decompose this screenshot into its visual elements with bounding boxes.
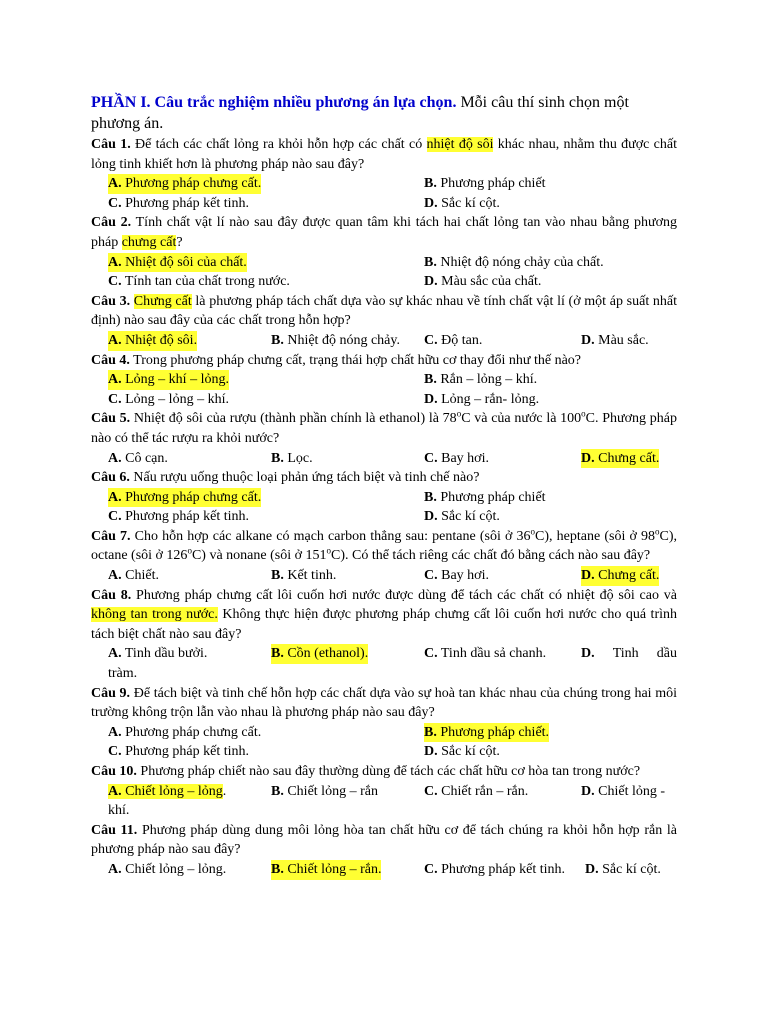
question-text: là phương pháp tách chất dựa vào sự khác nhau về tính chất vật lí (ở một áp suất nhất định) nào sau đây của các chất trong hỗn hợp? <box>91 293 677 329</box>
option-d[interactable] <box>581 644 677 664</box>
option-a[interactable] <box>108 488 261 508</box>
question-label: Câu 1. <box>91 137 131 152</box>
question-9 <box>91 684 677 723</box>
option-d[interactable] <box>424 390 539 410</box>
option-text: Lỏng – lỏng – khí. <box>121 391 229 407</box>
option-text: Chiết lỏng - <box>594 783 666 799</box>
option-text: Tinh <box>612 646 639 662</box>
question-text: Nấu rượu uống thuộc loại phản ứng tách biệt và tinh chế nào? <box>129 470 480 486</box>
option-letter: C. <box>108 509 122 525</box>
option-text: Chưng cất. <box>594 450 660 466</box>
question-text: Để tách biệt và tinh chế hỗn hợp các chất dựa vào sự hoà tan khác nhau của chúng trong hai môi trường không trộn lẫn vào nhau là phương pháp nào sau đây? <box>91 685 677 721</box>
option-text: Bay hơi. <box>437 568 489 584</box>
option-text: Độ tan. <box>437 332 483 348</box>
option-letter: B. <box>424 254 437 270</box>
option-letter: D. <box>424 509 438 525</box>
option-b[interactable] <box>271 644 368 664</box>
option-b[interactable] <box>271 449 313 469</box>
option-c[interactable] <box>424 860 565 880</box>
option-text: Phương pháp kết tinh. <box>121 195 249 211</box>
option-c[interactable] <box>424 449 489 469</box>
section-instruction: Mỗi câu thí sinh chọn một phương án. <box>91 94 629 132</box>
option-d[interactable] <box>585 860 661 880</box>
highlighted-term: Chưng cất <box>133 293 192 309</box>
option-b[interactable] <box>271 566 336 586</box>
option-letter: B. <box>424 176 437 192</box>
option-a[interactable] <box>108 782 226 802</box>
option-letter: D. <box>581 568 595 584</box>
highlighted-term: không tan trong nước. <box>91 607 218 623</box>
options-row <box>91 644 677 664</box>
option-text: Sắc kí cột. <box>598 861 661 877</box>
option-a[interactable] <box>108 174 261 194</box>
option-text: Phương pháp kết tinh. <box>121 744 249 760</box>
option-text: Sắc kí cột. <box>437 509 500 525</box>
option-text: Phương pháp kết tinh. <box>121 509 249 525</box>
option-text: Chiết lỏng – lỏng. <box>121 861 227 877</box>
highlighted-term: nhiệt độ sôi <box>426 137 494 152</box>
option-a[interactable] <box>108 644 207 664</box>
options-row <box>91 331 677 351</box>
option-d[interactable] <box>424 742 500 762</box>
option-a[interactable] <box>108 253 247 273</box>
option-b[interactable] <box>424 174 546 194</box>
option-letter: D. <box>581 332 595 348</box>
question-label: Câu 8. <box>91 587 132 603</box>
option-letter: D. <box>581 646 595 662</box>
option-text: Nhiệt độ sôi của chất. <box>121 254 247 270</box>
option-letter: C. <box>424 783 438 799</box>
question-text: Không thực hiện được phương pháp chưng cất lôi cuốn hơi nước cho quá trình tách biệt chất nào sau đây? <box>91 607 677 642</box>
option-text: Phương pháp chiết <box>436 176 546 192</box>
question-11 <box>91 821 677 860</box>
option-b[interactable] <box>424 370 537 390</box>
option-letter: B. <box>271 332 284 348</box>
option-letter: D. <box>585 861 599 877</box>
option-text: Chiết lỏng – lỏng <box>121 783 223 799</box>
option-text: Rắn – lỏng – khí. <box>436 372 538 388</box>
option-letter: D. <box>424 744 438 760</box>
question-3 <box>91 292 677 331</box>
question-5 <box>91 409 677 448</box>
question-label: Câu 4. <box>91 352 130 368</box>
highlighted-term: chưng cất <box>121 234 177 250</box>
question-text: Phương pháp dùng dung môi lỏng hòa tan chất hữu cơ để tách chúng ra khỏi hỗn hợp rắn là phương pháp nào sau đây? <box>91 822 677 858</box>
option-letter: C. <box>424 861 438 877</box>
option-a[interactable] <box>108 370 229 390</box>
option-letter: D. <box>424 391 438 407</box>
question-label: Câu 7. <box>91 528 131 544</box>
options-row <box>91 272 677 292</box>
question-text: C và của nước là 100 <box>461 411 582 427</box>
question-label: Câu 5. <box>91 411 131 427</box>
option-d[interactable] <box>581 566 659 586</box>
question-text: khác nhau, nhằm thu được chất lỏng tinh khiết hơn là phương pháp nào sau đây? <box>91 137 677 172</box>
option-letter: D. <box>424 195 438 211</box>
question-7 <box>91 527 677 566</box>
option-letter: A. <box>108 372 122 388</box>
option-text: Bay hơi. <box>437 450 489 466</box>
question-label: Câu 6. <box>91 470 130 486</box>
question-text: Trong phương pháp chưng cất, trạng thái hợp chất hữu cơ thay đổi như thế nào? <box>129 352 581 368</box>
options-row <box>91 782 677 802</box>
option-letter: C. <box>424 646 438 662</box>
options-row <box>91 488 677 508</box>
option-letter: C. <box>424 568 438 584</box>
option-text: Lỏng – khí – lỏng. <box>121 372 229 388</box>
option-d-continuation: khí. <box>108 803 130 819</box>
option-b[interactable] <box>271 331 400 351</box>
question-text: C. Phương pháp nào có thể tác rượu ra khỏi nước? <box>91 411 677 446</box>
option-c[interactable] <box>108 272 290 292</box>
option-letter: A. <box>108 176 122 192</box>
option-letter: C. <box>108 274 122 290</box>
question-text: Tính chất vật lí nào sau đây được quan tâm khi tách hai chất lỏng tan vào nhau bằng phương pháp <box>91 215 677 250</box>
option-a[interactable] <box>108 449 168 469</box>
option-text: Tính tan của chất trong nước. <box>121 274 290 290</box>
option-letter: D. <box>424 274 438 290</box>
option-c[interactable] <box>424 331 482 351</box>
option-letter: B. <box>271 568 284 584</box>
option-letter: A. <box>108 861 122 877</box>
options-row <box>91 390 677 410</box>
option-text: Màu sắc. <box>594 332 649 348</box>
options-row <box>91 370 677 390</box>
option-text: Chưng cất. <box>594 568 660 584</box>
option-d[interactable] <box>424 194 500 214</box>
option-letter: B. <box>424 489 437 505</box>
option-letter: B. <box>271 646 284 662</box>
question-10 <box>91 762 677 782</box>
option-letter: A. <box>108 646 122 662</box>
option-text: Phương pháp chưng cất. <box>121 724 262 740</box>
option-text: Cô cạn. <box>121 450 168 466</box>
degree-sup: o <box>187 545 192 556</box>
option-letter: C. <box>108 744 122 760</box>
options-row <box>91 860 677 880</box>
question-label: Câu 10. <box>91 764 137 779</box>
option-d[interactable] <box>424 272 541 292</box>
option-c[interactable] <box>108 390 229 410</box>
question-label: Câu 2. <box>91 215 132 231</box>
option-letter: B. <box>271 861 284 877</box>
option-d[interactable] <box>581 331 649 351</box>
option-text: Tinh dầu sả chanh. <box>437 646 547 662</box>
option-a[interactable] <box>108 860 226 880</box>
option-c[interactable] <box>424 782 528 802</box>
option-b[interactable] <box>424 723 549 743</box>
option-letter: B. <box>424 372 437 388</box>
option-b[interactable] <box>424 488 546 508</box>
question-label: Câu 11. <box>91 822 138 838</box>
options-row <box>91 507 677 527</box>
option-d[interactable] <box>581 782 665 802</box>
question-label: Câu 9. <box>91 685 131 701</box>
option-text: Chiết. <box>121 568 159 584</box>
option-b[interactable] <box>271 782 378 802</box>
question-text: Phương pháp chiết nào sau đây thường dùng để tách các chất hữu cơ hòa tan trong nước? <box>136 764 641 779</box>
option-text: Nhiệt độ sôi. <box>121 332 198 348</box>
option-text: dầu <box>656 646 677 662</box>
option-text: Nhiệt độ nóng chảy của chất. <box>436 254 604 270</box>
option-a[interactable] <box>108 566 159 586</box>
option-letter: B. <box>271 450 284 466</box>
option-text: Tinh dầu bưởi. <box>121 646 208 662</box>
option-letter: A. <box>108 332 122 348</box>
options-row <box>91 174 677 194</box>
option-c[interactable] <box>108 507 249 527</box>
option-letter: A. <box>108 783 122 799</box>
question-2 <box>91 213 677 252</box>
option-letter: D. <box>581 783 595 799</box>
option-d-continuation: tràm. <box>108 666 138 682</box>
options-row <box>91 194 677 214</box>
option-a[interactable] <box>108 331 197 351</box>
question-text: C), heptane (sôi ở 98 <box>535 528 655 544</box>
option-letter: A. <box>108 489 122 505</box>
option-letter: A. <box>108 724 122 740</box>
option-text: Phương pháp chiết. <box>436 724 550 740</box>
option-letter: A. <box>108 254 122 270</box>
option-letter: B. <box>271 783 284 799</box>
option-letter: A. <box>108 568 122 584</box>
option-letter: D. <box>581 450 595 466</box>
option-letter: B. <box>424 724 437 740</box>
degree-sup: o <box>530 526 536 537</box>
section-title: PHẦN I. Câu trắc nghiệm nhiều phương án lựa chọn. <box>91 94 457 111</box>
question-text: ? <box>176 234 183 250</box>
option-text: Nhiệt độ nóng chảy. <box>283 332 400 348</box>
option-text: . <box>222 783 227 799</box>
question-8 <box>91 586 677 645</box>
options-row <box>91 449 677 469</box>
option-text: Phương pháp chưng cất. <box>121 489 262 505</box>
question-4 <box>91 351 677 371</box>
option-letter: C. <box>424 332 438 348</box>
option-c[interactable] <box>424 644 546 664</box>
question-text: Cho hỗn hợp các alkane có mạch carbon thẳng sau: pentane (sôi ở 36 <box>130 528 531 544</box>
degree-sup: o <box>581 408 586 419</box>
option-text: Chiết rắn – rắn. <box>437 783 529 799</box>
option-b[interactable] <box>271 860 381 880</box>
option-text: Phương pháp kết tinh. <box>437 861 565 877</box>
option-c[interactable] <box>424 566 489 586</box>
option-text: Chiết lỏng – rắn <box>283 783 378 799</box>
question-label: Câu 3. <box>91 293 131 309</box>
option-text: Phương pháp chưng cất. <box>121 176 262 192</box>
option-text: Lọc. <box>283 450 313 466</box>
question-text: C). Có thể tách riêng các chất đó bằng cách nào sau đây? <box>330 548 651 564</box>
degree-sup: o <box>655 526 660 537</box>
option-letter: C. <box>108 195 122 211</box>
option-c[interactable] <box>108 742 249 762</box>
option-text: Màu sắc của chất. <box>437 274 542 290</box>
option-text: Cồn (ethanol). <box>283 646 369 662</box>
option-d[interactable] <box>424 507 500 527</box>
question-text: Nhiệt độ sôi của rượu (thành phần chính là ethanol) là 78 <box>130 411 457 427</box>
option-text: Sắc kí cột. <box>437 195 500 211</box>
option-text: Kết tinh. <box>283 568 337 584</box>
option-letter: C. <box>108 391 122 407</box>
degree-sup: o <box>456 408 462 419</box>
option-text: Chiết lỏng – rắn. <box>283 861 382 877</box>
question-1 <box>91 135 677 174</box>
options-row <box>91 253 677 273</box>
option-letter: A. <box>108 450 122 466</box>
option-text: Lỏng – rắn- lỏng. <box>437 391 540 407</box>
option-a[interactable] <box>108 723 261 743</box>
question-6 <box>91 468 677 488</box>
section-header <box>91 92 677 134</box>
options-row <box>91 742 677 762</box>
option-c[interactable] <box>108 194 249 214</box>
question-text: Phương pháp chưng cất lôi cuốn hơi nước được dùng để tách các chất có nhiệt độ sôi cao và <box>131 587 677 603</box>
options-row <box>91 566 677 586</box>
question-text: C), octane (sôi ở 126 <box>91 528 677 564</box>
degree-sup: o <box>326 545 331 556</box>
option-d[interactable] <box>581 449 659 469</box>
options-row <box>91 723 677 743</box>
question-text: Để tách các chất lỏng ra khỏi hỗn hợp các chất có <box>130 137 427 152</box>
option-b[interactable] <box>424 253 604 273</box>
question-text: C) và nonane (sôi ở 151 <box>191 548 327 564</box>
option-text: Phương pháp chiết <box>436 489 546 505</box>
document-page <box>91 92 677 880</box>
option-text: Sắc kí cột. <box>437 744 500 760</box>
option-letter: C. <box>424 450 438 466</box>
